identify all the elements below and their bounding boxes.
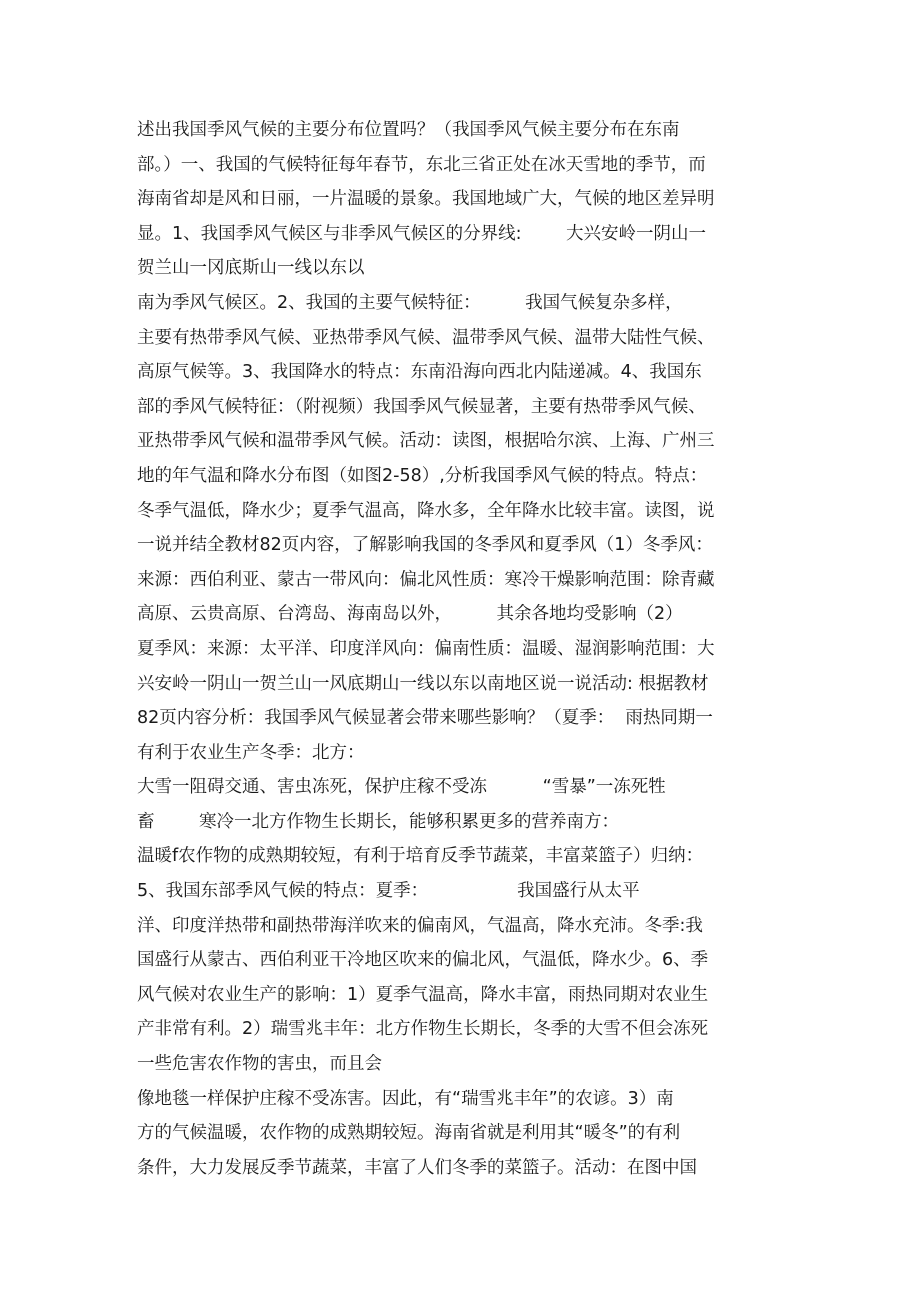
text-line: 有利于农业生产冬季：北方： — [137, 742, 365, 763]
text-line: 海南省却是风和日丽，一片温暖的景象。我国地域广大，气候的地区差异明 — [137, 189, 715, 210]
text-line: 方的气候温暖，农作物的成熟期较短。海南省就是利用其“暖冬”的有利 — [137, 1123, 681, 1144]
text-line: 洋、印度洋热带和副热带海洋吹来的偏南风，气温高，降水充沛。冬季:我 — [137, 915, 703, 936]
text-line: 像地毯一样保护庄稼不受冻害。因此，有“瑞雪兆丰年”的农谚。3）南 — [137, 1088, 674, 1109]
text-line: 82页内容分析：我国季风气候显著会带来哪些影响？（夏季： 雨热同期一 — [137, 708, 713, 729]
text-line: 冬季气温低，降水少；夏季气温高，降水多，全年降水比较丰富。读图，说 — [137, 500, 715, 521]
text-line: 5、我国东部季风气候的特点：夏季： 我国盛行从太平 — [137, 881, 640, 902]
text-line: 国盛行从蒙古、西伯利亚干冷地区吹来的偏北风，气温低，降水少。6、季 — [137, 950, 709, 971]
text-line: 一些危害农作物的害虫，而且会 — [137, 1054, 382, 1075]
text-line: 地的年气温和降水分布图（如图2-58）,分析我国季风气候的特点。特点： — [137, 465, 708, 486]
text-line: 温暖f农作物的成熟期较短，有利于培育反季节蔬菜，丰富菜篮子）归纳： — [137, 846, 704, 867]
document-body — [137, 113, 797, 1185]
text-line: 部。）一、我国的气候特征每年春节，东北三省正处在冰天雪地的季节，而 — [137, 154, 706, 175]
text-line: 夏季风：来源：太平洋、印度洋风向：偏南性质：温暖、湿润影响范围：大 — [137, 638, 715, 659]
text-line: 高原、云贵高原、台湾岛、海南岛以外， 其余各地均受影响（2） — [137, 604, 683, 625]
text-line: 一说并结全教材82页内容，了解影响我国的冬季风和夏季风（1）冬季风： — [137, 535, 713, 556]
text-line: 南为季风气候区。2、我国的主要气候特征： 我国气候复杂多样， — [137, 292, 683, 313]
text-line: 亚热带季风气候和温带季风气候。活动：读图，根据哈尔滨、上海、广州三 — [137, 431, 715, 452]
text-line: 高原气候等。3、我国降水的特点：东南沿海向西北内陆递减。4、我国东 — [137, 362, 702, 383]
text-line: 来源：西伯利亚、蒙古一带风向：偏北风性质：寒冷干燥影响范围：除青藏 — [137, 569, 715, 590]
text-line: 大雪一阻碍交通、害虫冻死，保护庄稼不受冻 “雪暴”一冻死牲 — [137, 777, 666, 798]
text-line: 主要有热带季风气候、亚热带季风气候、温带季风气候、温带大陆性气候、 — [137, 327, 715, 348]
text-line: 产非常有利。2）瑞雪兆丰年：北方作物生长期长，冬季的大雪不但会冻死 — [137, 1019, 709, 1040]
text-line: 兴安岭一阴山一贺兰山一风底期山一线以东以南地区说一说活动: 根据教材 — [137, 673, 709, 694]
text-line: 贺兰山一冈底斯山一线以东以 — [137, 258, 365, 279]
text-line: 风气候对农业生产的影响：1）夏季气温高，降水丰富，雨热同期对农业生 — [137, 984, 709, 1005]
text-line: 畜 寒冷一北方作物生长期长，能够积累更多的营养南方： — [137, 811, 620, 832]
text-line: 条件，大力发展反季节蔬菜，丰富了人们冬季的菜篮子。活动：在图中国 — [137, 1157, 697, 1178]
text-line: 显。1、我国季风气候区与非季风气候区的分界线: 大兴安岭一阴山一 — [137, 223, 707, 244]
text-line: 部的季风气候特征：（附视频）我国季风气候显著，主要有热带季风气候、 — [137, 396, 706, 417]
text-line: 述出我国季风气候的主要分布位置吗？（我国季风气候主要分布在东南 — [137, 120, 680, 140]
